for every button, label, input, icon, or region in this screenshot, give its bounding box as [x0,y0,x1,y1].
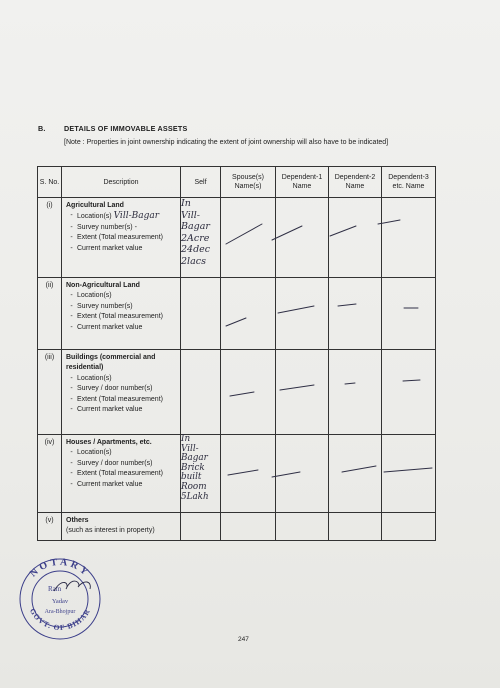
dash-stroke [330,226,356,236]
dash-stroke [230,392,254,396]
item-label: Location(s) [77,374,112,382]
section-title: DETAILS OF IMMOVABLE ASSETS [64,124,188,133]
seal-name: Ram [48,585,62,593]
item-label: Extent (Total measurement) [77,313,163,321]
dash-stroke [342,466,376,472]
row-title: Houses / Apartments, etc. [66,439,152,446]
dash-stroke [338,304,356,306]
handwritten-line: Brick [181,462,205,473]
dash-stroke [280,385,314,390]
svg-text:NOTARY [28,557,92,580]
dash-stroke [378,220,400,224]
row-title: Agricultural Land [66,202,124,209]
notary-seal [12,553,122,643]
item-label: Location(s) [77,449,112,457]
item-label: Extent (Total measurement) [77,234,163,242]
item-label: Survey / door number(s) [77,459,153,467]
row-description: Buildings (commercial and residential) - Location(s) - Survey / door number(s) - Extent (Total measurement) - Current market value [62,350,181,435]
item-label: Current market value [77,406,143,414]
item-label: Location(s) [77,213,112,221]
section-letter: B. [38,124,46,133]
header-dependent-2: Dependent-2 Name [329,167,382,198]
header-sno: S. No. [38,167,62,198]
dash-stroke [345,383,355,384]
row-number: (v) [38,513,62,541]
dash-stroke [278,306,314,313]
handwritten-line: 2lacs [181,255,206,267]
handwritten-line: Vill- [181,209,201,221]
section-note: [Note : Properties in joint ownership indicating the extent of joint ownership will also have to be indicated] [64,139,389,146]
row-number: (iii) [38,350,62,435]
dash-stroke [403,380,420,381]
page-number: 247 [238,636,249,643]
handwritten-line: 2Acre [181,232,210,244]
row-description: Non-Agricultural Land - Location(s) - Survey number(s) - Extent (Total measurement) - Current market value [62,278,181,350]
seal-bottom-text: GOVT. OF BIHAR [27,606,93,633]
row-number: (i) [38,198,62,278]
handwritten-line: built [181,472,202,483]
handwritten-line: Bagar [181,221,210,232]
seal-line2: Yadav [51,598,69,605]
handwritten-line: In [181,434,191,444]
row-title: Others [66,517,89,524]
header-dependent-1: Dependent-1 Name [276,167,329,198]
dash-stroke [226,318,246,326]
row-description: Houses / Apartments, etc. - Location(s) - Survey / door number(s) - Extent (Total measurement) - Current market value [62,435,181,513]
handwritten-line: 5Lakh [181,491,209,502]
handwritten-location: Vill-Bagar [113,211,160,222]
item-label: Extent (Total measurement) [77,395,163,403]
row-subtitle: (such as interest in property) [66,527,155,535]
dash-stroke [384,468,432,472]
handwritten-line: In [181,198,191,209]
row-number: (iv) [38,435,62,513]
item-label: Current market value [77,480,143,488]
seal-top-text: NOTARY [27,556,93,580]
item-label: Survey number(s) [77,302,133,310]
handwritten-line: Bagar [181,453,208,464]
row-title: Non-Agricultural Land [66,282,140,289]
item-label: Survey number(s) - [77,223,137,231]
seal-place: Ara-Bhojpur [44,609,76,615]
handwritten-line: Vill- [181,443,199,454]
dash-stroke [228,470,258,475]
item-label: Survey / door number(s) [77,385,153,393]
row-title: Buildings (commercial and residential) [66,354,156,372]
header-dependent-3: Dependent-3 etc. Name [382,167,436,198]
item-label: Extent (Total measurement) [77,470,163,478]
header-spouse: Spouse(s) Name(s) [221,167,276,198]
dash-stroke [272,472,300,477]
handwritten-line: Room [181,481,207,492]
row-number: (ii) [38,278,62,350]
dash-stroke [272,226,302,240]
header-self: Self [181,167,221,198]
row-description: Agricultural Land - Location(s) Vill-Bagar - Survey number(s) - - Extent (Total measurement) - Current market value [62,198,181,278]
item-label: Location(s) [77,292,112,300]
handwritten-line: 24dec [181,244,211,255]
item-label: Current market value [77,323,143,331]
header-description: Description [62,167,181,198]
dash-stroke [226,224,262,244]
item-label: Current market value [77,244,143,252]
